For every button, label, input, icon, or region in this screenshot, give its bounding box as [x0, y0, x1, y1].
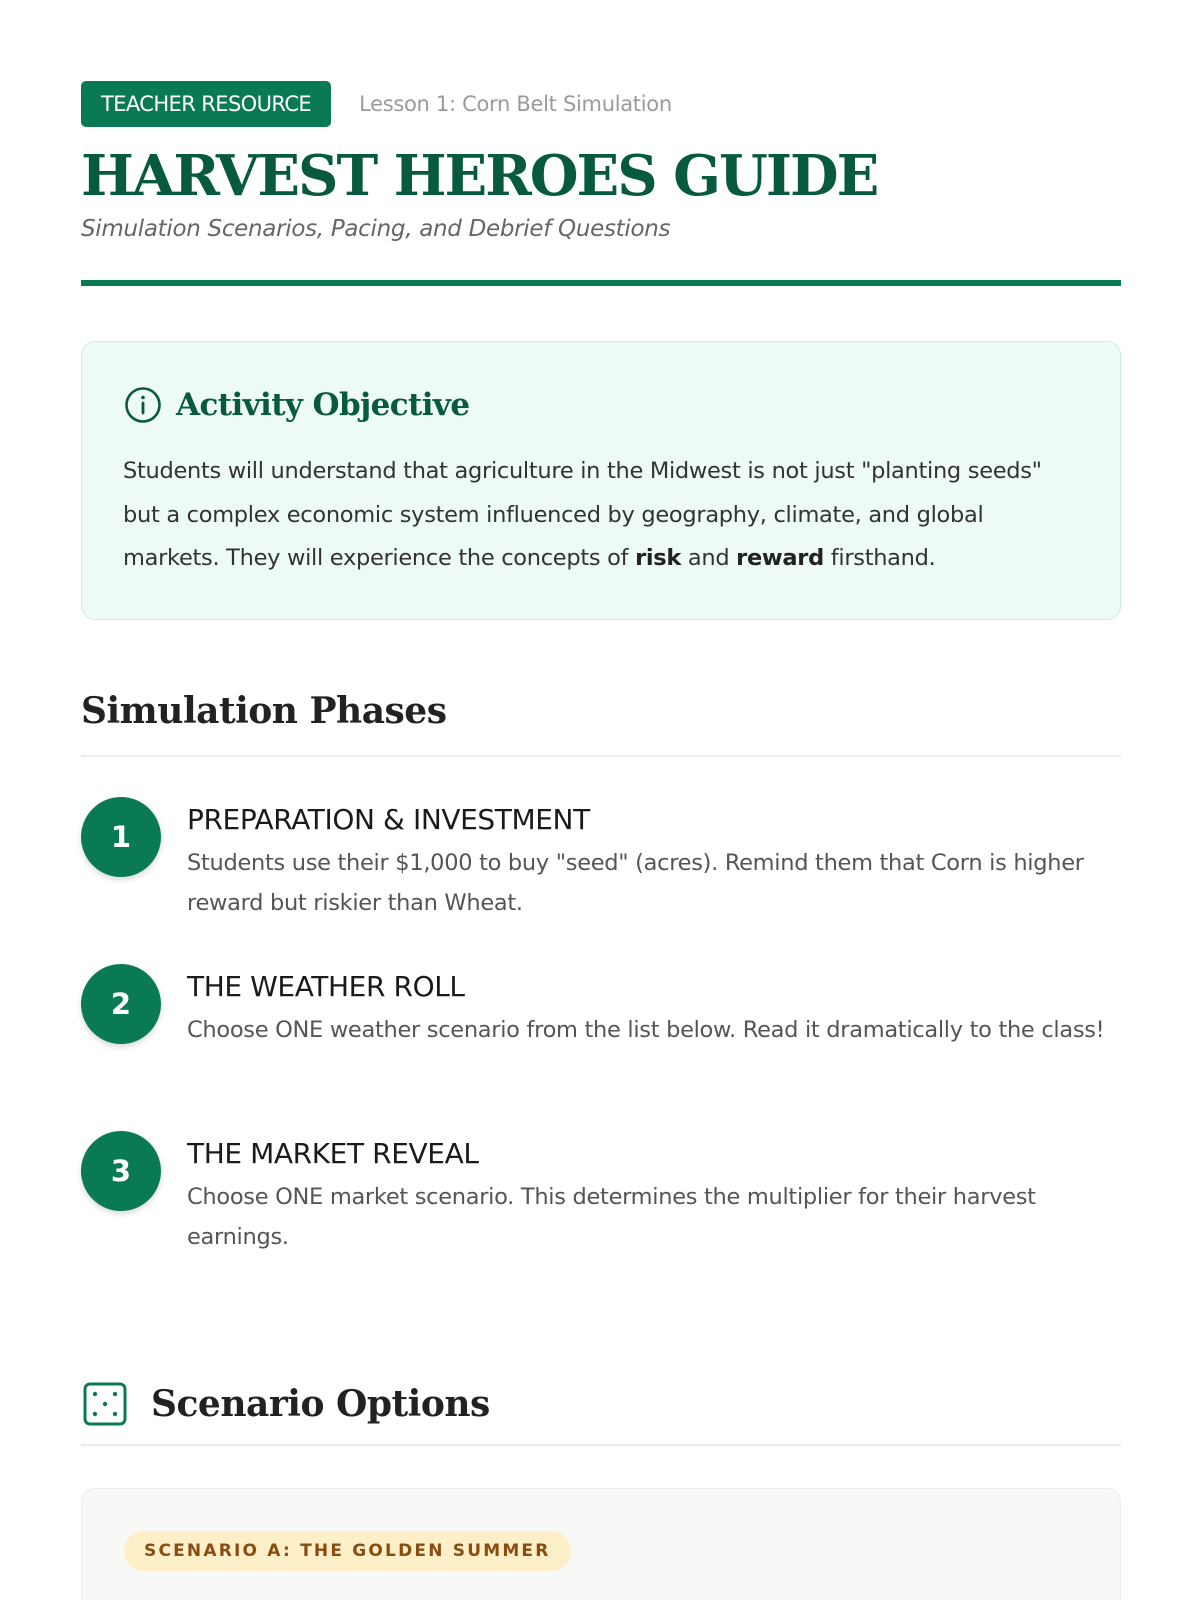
- scenario-card: [81, 1488, 1121, 1600]
- info-icon: [124, 386, 162, 424]
- phases-divider: [81, 755, 1121, 757]
- phase-title: PREPARATION & INVESTMENT: [187, 803, 590, 836]
- objective-bold-reward: reward: [736, 545, 824, 571]
- phase-number: 3: [81, 1131, 161, 1211]
- phase-description: Choose ONE market scenario. This determines the multiplier for their harvest earnings.: [187, 1184, 1036, 1250]
- objective-text-part: firsthand.: [823, 545, 936, 571]
- objective-text-part: and: [681, 545, 737, 571]
- phases-heading: Simulation Phases: [81, 690, 447, 732]
- objective-text-part: Students will understand that agriculture in the Midwest is not just "planting seeds" but a complex economic system influenced by geography, climate, and global markets. They will experience the concepts of: [123, 458, 1042, 571]
- phase-number: 1: [81, 797, 161, 877]
- objective-box: [81, 341, 1121, 620]
- page-title: HARVEST HEROES GUIDE: [81, 143, 878, 209]
- objective-bold-risk: risk: [635, 545, 682, 571]
- objective-header: [124, 386, 469, 424]
- scenarios-heading: Scenario Options: [151, 1383, 490, 1425]
- title-divider: [81, 280, 1121, 286]
- page-subtitle: Simulation Scenarios, Pacing, and Debrief Questions: [81, 216, 671, 242]
- phase-description: Choose ONE weather scenario from the list below. Read it dramatically to the class!: [187, 1017, 1105, 1043]
- scenario-label: SCENARIO A: THE GOLDEN SUMMER: [124, 1531, 571, 1571]
- objective-title: Activity Objective: [176, 387, 470, 423]
- lesson-label: Lesson 1: Corn Belt Simulation: [359, 92, 672, 116]
- scenarios-divider: [81, 1444, 1121, 1446]
- phase-description: Students use their $1,000 to buy "seed" (acres). Remind them that Corn is higher reward but riskier than Wheat.: [187, 850, 1084, 916]
- phase-number: 2: [81, 964, 161, 1044]
- scenarios-heading-row: [81, 1380, 490, 1428]
- phase-title: THE MARKET REVEAL: [187, 1137, 479, 1170]
- header-meta: [81, 81, 672, 127]
- dice-icon: [81, 1380, 129, 1428]
- resource-badge: TEACHER RESOURCE: [81, 81, 331, 127]
- objective-text: [123, 450, 1083, 581]
- phase-title: THE WEATHER ROLL: [187, 970, 465, 1003]
